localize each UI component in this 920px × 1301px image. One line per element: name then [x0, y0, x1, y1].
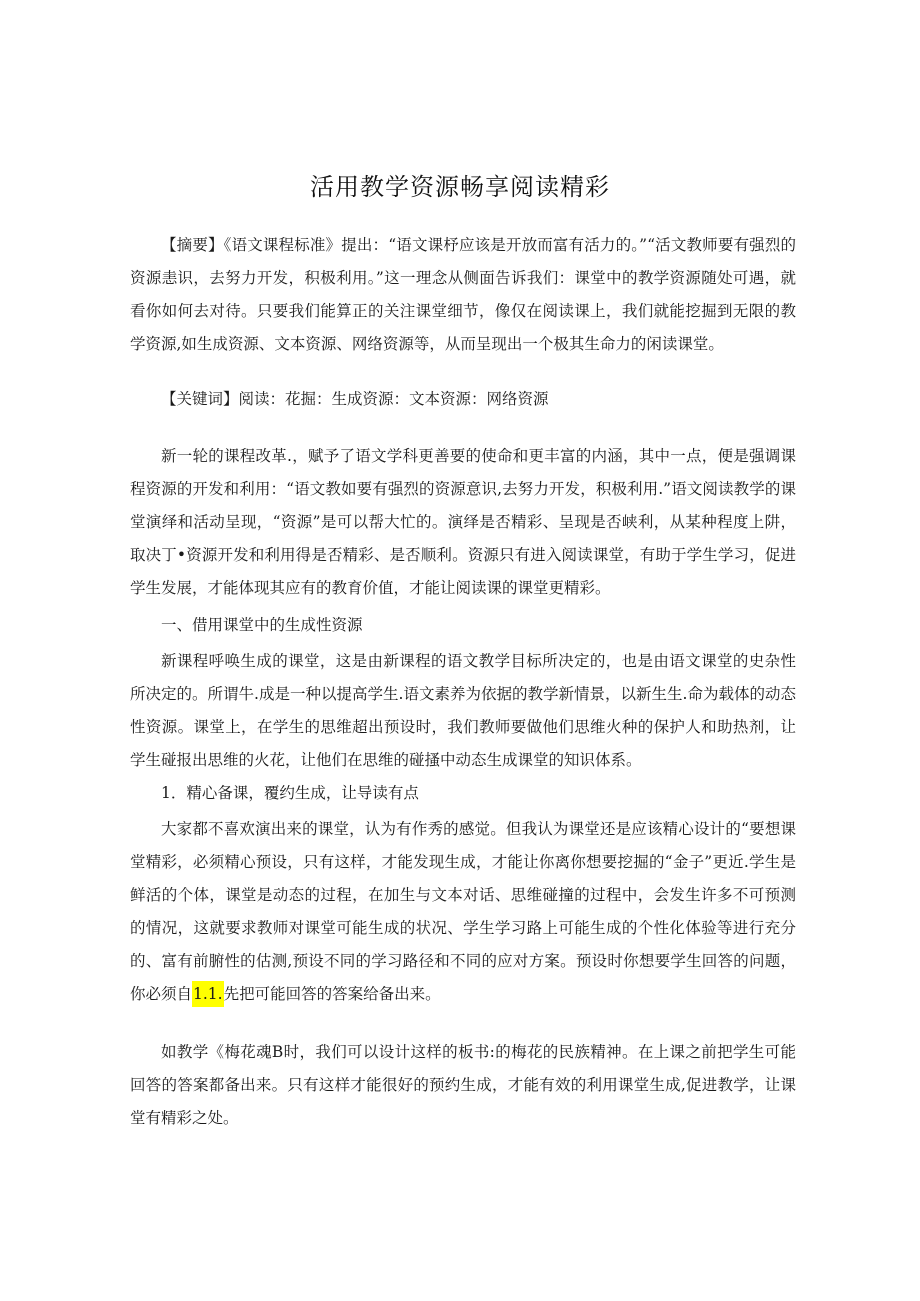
section1-heading: 一、借用课堂中的生成性资源: [161, 616, 363, 634]
keywords-label: 【关键词】: [161, 390, 239, 408]
example-paragraph: 如教学《梅花魂B时，我们可以设计这样的板书:的梅花的民族精神。在上课之前把学生可能回答的答案都备出来。只有这样才能很好的预约生成，才能有效的利用课堂生成,促进教学，让课堂有精彩之处。: [130, 1043, 796, 1127]
subsection1-text-after: 先把可能回答的答案给备出来。: [223, 985, 441, 1003]
abstract-label: 【摘要】: [161, 236, 224, 254]
abstract-text: 《语文课程标准》提出：“语文课杼应该是开放而富有活力的。”“活文教师要有强烈的资源恚识，去努力开发，积极利用。”这一理念从侧面告诉我们：课堂中的教学资源随处可遇，就看你如何去对待。只要我们能算正的关注课堂细节，像仅在阅读课上，我们就能挖掘到无限的教学资源,如生成资源、文本资源、网络资源等，从而呈现出一个极其生命力的闲读课堂。: [130, 236, 796, 353]
subsection1-heading: 1．精心备课，覆约生成，让导读有点: [161, 784, 419, 802]
document-title: 活用教学资源畅享阅读精彩: [310, 173, 610, 201]
keywords-text: 阅读：花掘：生成资源：文本资源：网络资源: [238, 390, 549, 408]
subsection1-text-before: 大家都不喜欢演出来的课堂，认为有作秀的感觉。但我认为课堂还是应该精心设计的“要想课堂精彩，必须精心预设，只有这样，才能发现生成，才能让你离你想要挖掘的“金子”更近.学生是鲜活的个体，课堂是动态的过程，在加生与文本对话、思维碰撞的过程中，会发生许多不可预测的情况，这就要求教师对课堂可能生成的状况、学生学习路上可能生成的个性化体验等进行充分的、富有前腑性的估测,预设不同的学习路径和不同的应对方案。预设时你想要学生回答的问题，你必须自: [130, 820, 796, 1003]
section1-paragraph: 新课程呼唤生成的课堂，这是由新课程的语文教学目标所决定的，也是由语文课堂的史杂性所决定的。所谓牛.成是一种以提高学生.语文素养为依据的教学新情景，以新生生.命为载体的动态性资源。课堂上，在学生的思维超出预设时，我们教师要做他们思维火种的保护人和助热剂，让学生碰报出思维的火花，让他们在思维的碰搔中动态生成课堂的知识体系。: [130, 652, 796, 769]
keywords-paragraph: [130, 383, 796, 416]
subsection1-paragraph: [130, 813, 796, 1011]
highlighted-text: 1.1.: [192, 981, 224, 1007]
intro-paragraph: 新一轮的课程改革.，赋予了语文学科更善要的使命和更丰富的内涵，其中一点，便是强调课程资源的开发和利用：“语文教如要有强烈的资源意识,去努力开发，积极利用.”语文阅读教学的课堂演绎和活动呈现，“资源”是可以帮大忙的。演绎是否精彩、呈现是否峡利，从某种程度上阱，取决丁•资源开发和利用得是否精彩、是否顺利。资源只有进入阅读课堂，有助于学生学习，促进学生发展，才能体现其应有的教育价值，才能让阅读课的课堂更精彩。: [130, 447, 796, 597]
abstract-paragraph: [130, 229, 796, 361]
